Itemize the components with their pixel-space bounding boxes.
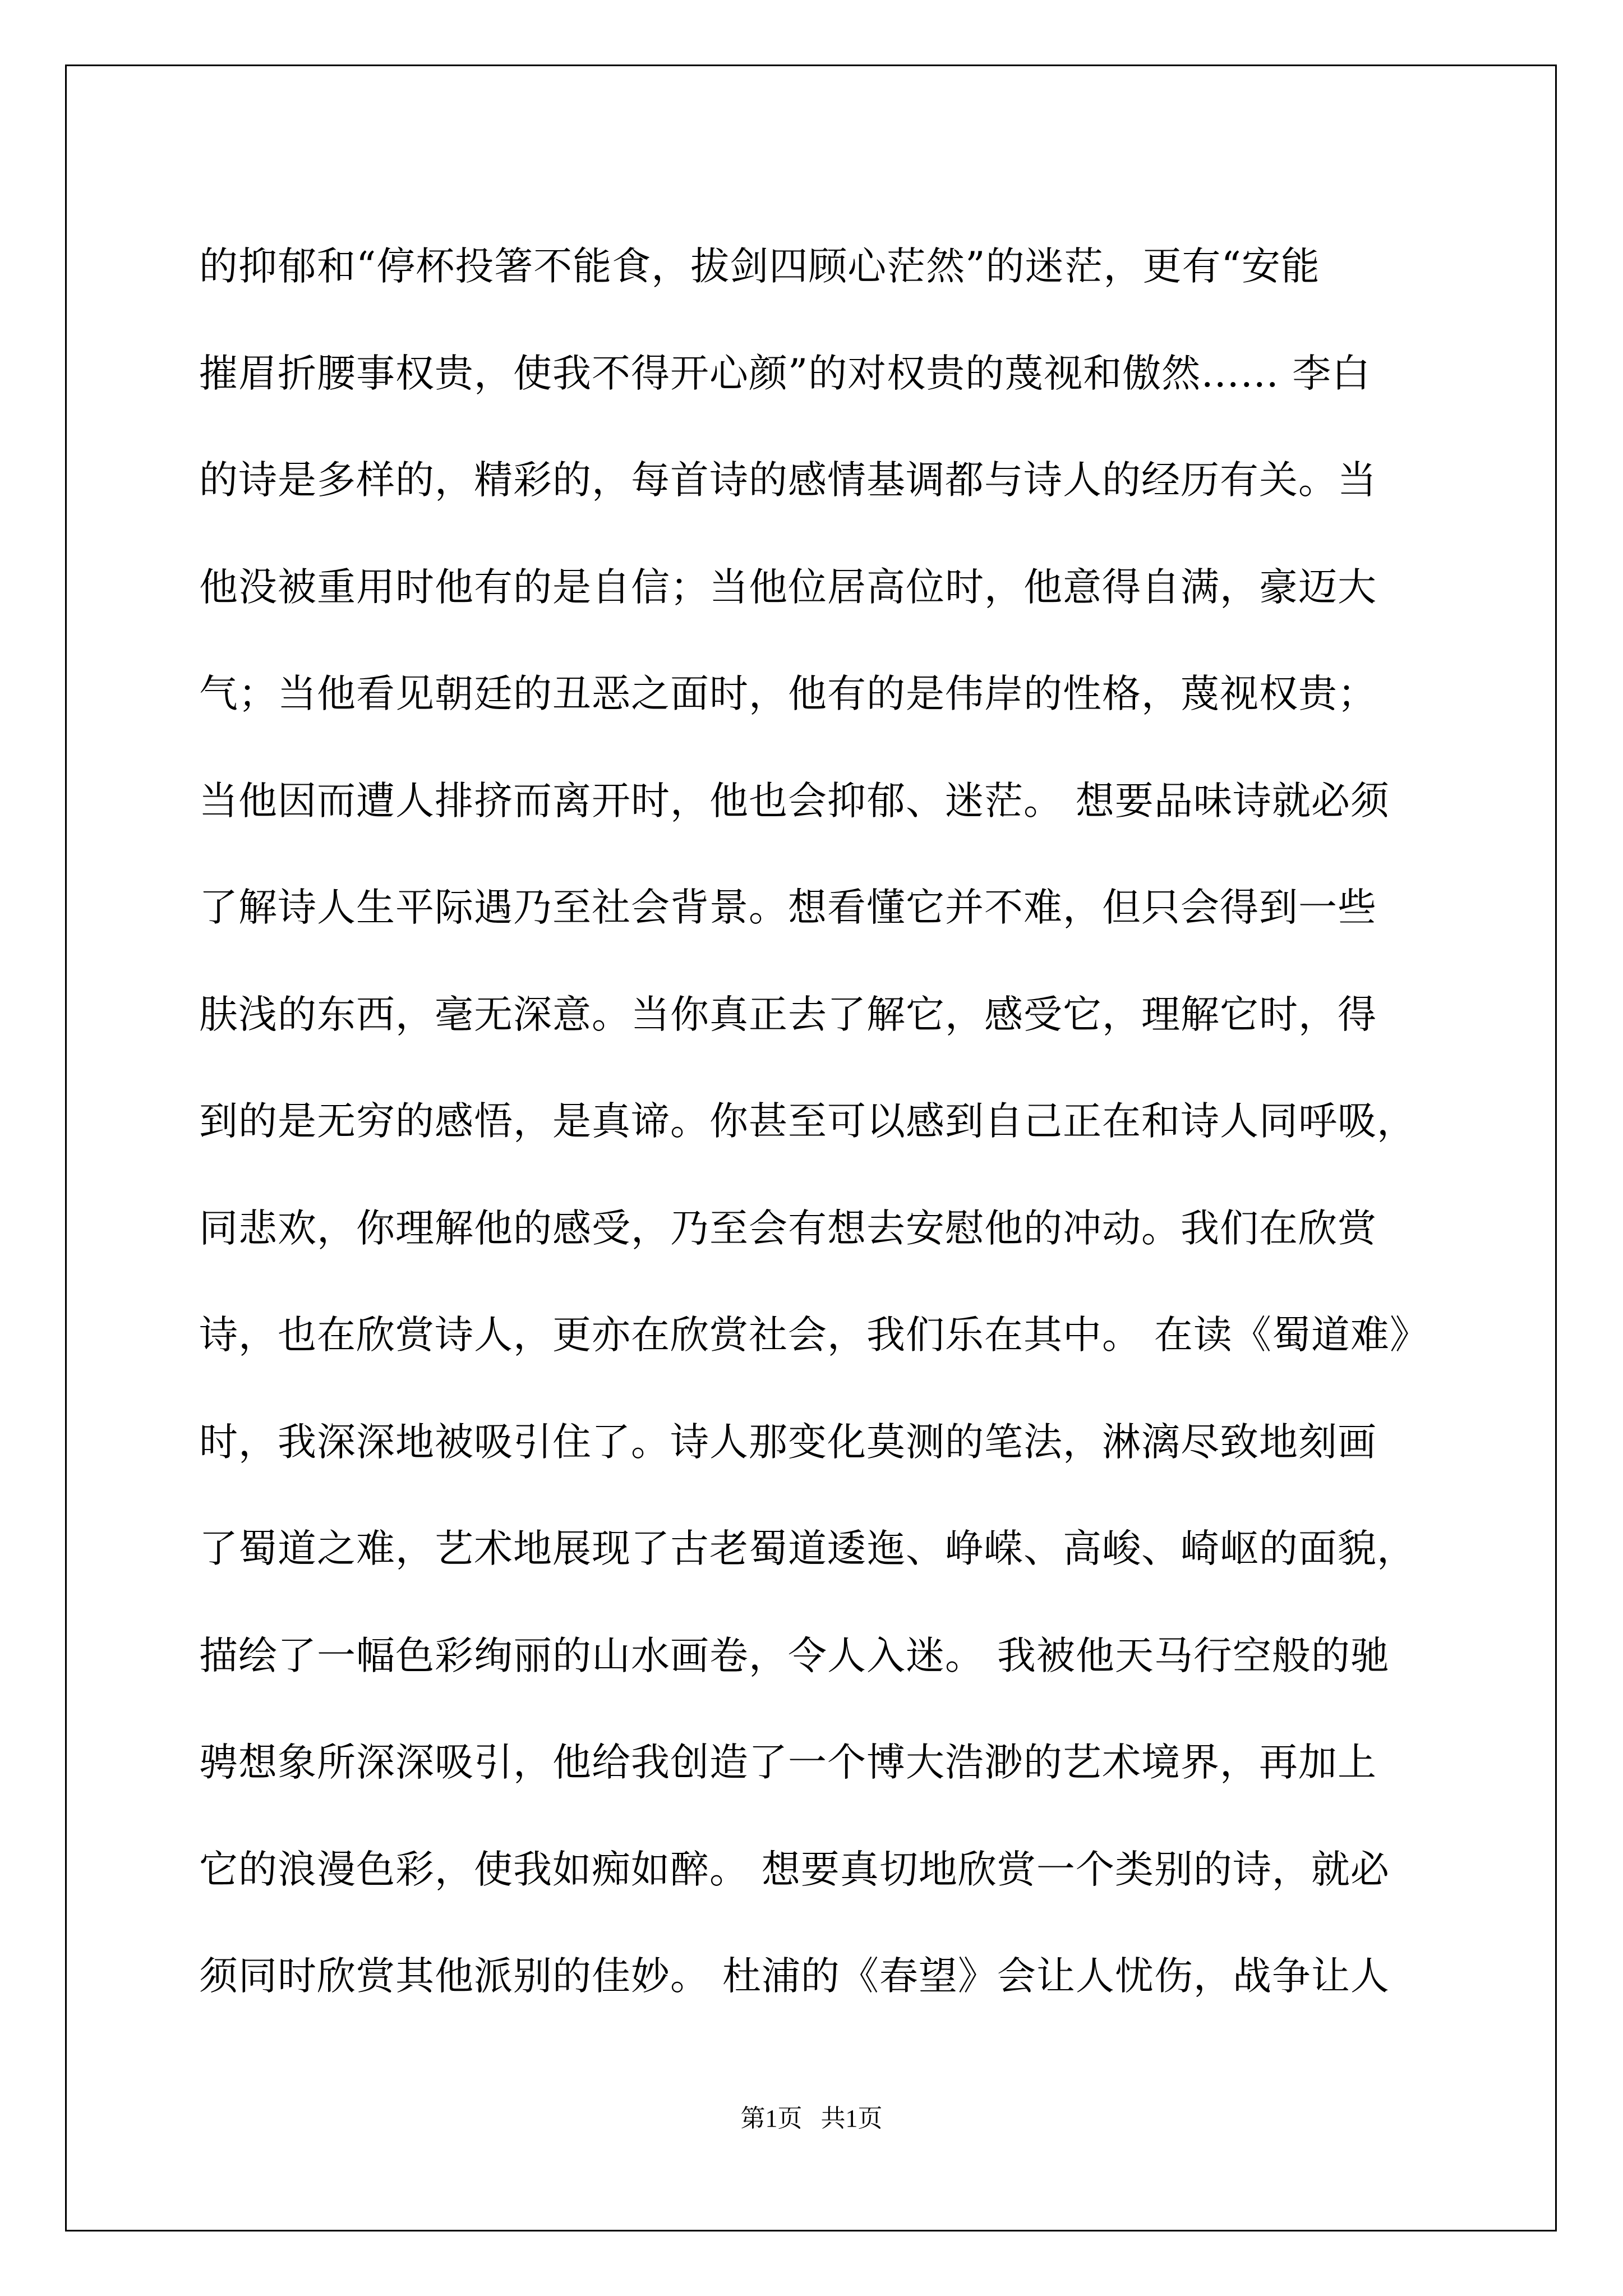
text-line: 时，我深深地被吸引住了。诗人那变化莫测的笔法，淋漓尽致地刻画	[199, 1419, 1377, 1465]
text-line: 同悲欢，你理解他的感受，乃至会有想去安慰他的冲动。我们在欣赏	[199, 1205, 1377, 1251]
text-line: 当他因而遭人排挤而离开时，他也会抑郁、迷茫。 想要品味诗就必须	[199, 778, 1390, 823]
text-line: 的诗是多样的，精彩的，每首诗的感情基调都与诗人的经历有关。当	[199, 458, 1377, 503]
text-line: 肤浅的东西，毫无深意。当你真正去了解它，感受它，理解它时，得	[199, 992, 1377, 1037]
text-line: 诗，也在欣赏诗人，更亦在欣赏社会，我们乐在其中。 在读《蜀道难》	[199, 1313, 1429, 1358]
text-line: 它的浪漫色彩，使我如痴如醉。 想要真切地欣赏一个类别的诗，就必	[199, 1847, 1390, 1892]
text-line: 到的是无穷的感悟，是真谛。你甚至可以感到自己正在和诗人同呼吸，	[199, 1099, 1416, 1144]
text-line: 的抑郁和“停杯投箸不能食，拔剑四顾心茫然”的迷茫，更有“安能	[199, 244, 1320, 289]
body-text	[199, 213, 1433, 2030]
text-line: 气；当他看见朝廷的丑恶之面时，他有的是伟岸的性格，蔑视权贵；	[199, 671, 1377, 716]
text-line: 了蜀道之难，艺术地展现了古老蜀道逶迤、峥嵘、高峻、崎岖的面貌，	[199, 1526, 1416, 1571]
page-footer: 第1页 共1页	[740, 2105, 883, 2132]
text-line: 须同时欣赏其他派别的佳妙。 杜浦的《春望》会让人忧伤，战争让人	[199, 1954, 1390, 1999]
text-line: 摧眉折腰事权贵，使我不得开心颜”的对权贵的蔑视和傲然…… 李白	[199, 351, 1371, 396]
text-line: 了解诗人生平际遇乃至社会背景。想看懂它并不难，但只会得到一些	[199, 885, 1377, 930]
text-line: 描绘了一幅色彩绚丽的山水画卷，令人入迷。 我被他天马行空般的驰	[199, 1633, 1390, 1678]
text-line: 骋想象所深深吸引，他给我创造了一个博大浩渺的艺术境界，再加上	[199, 1740, 1377, 1785]
text-line: 他没被重用时他有的是自信；当他位居高位时，他意得自满，豪迈大	[199, 564, 1377, 610]
